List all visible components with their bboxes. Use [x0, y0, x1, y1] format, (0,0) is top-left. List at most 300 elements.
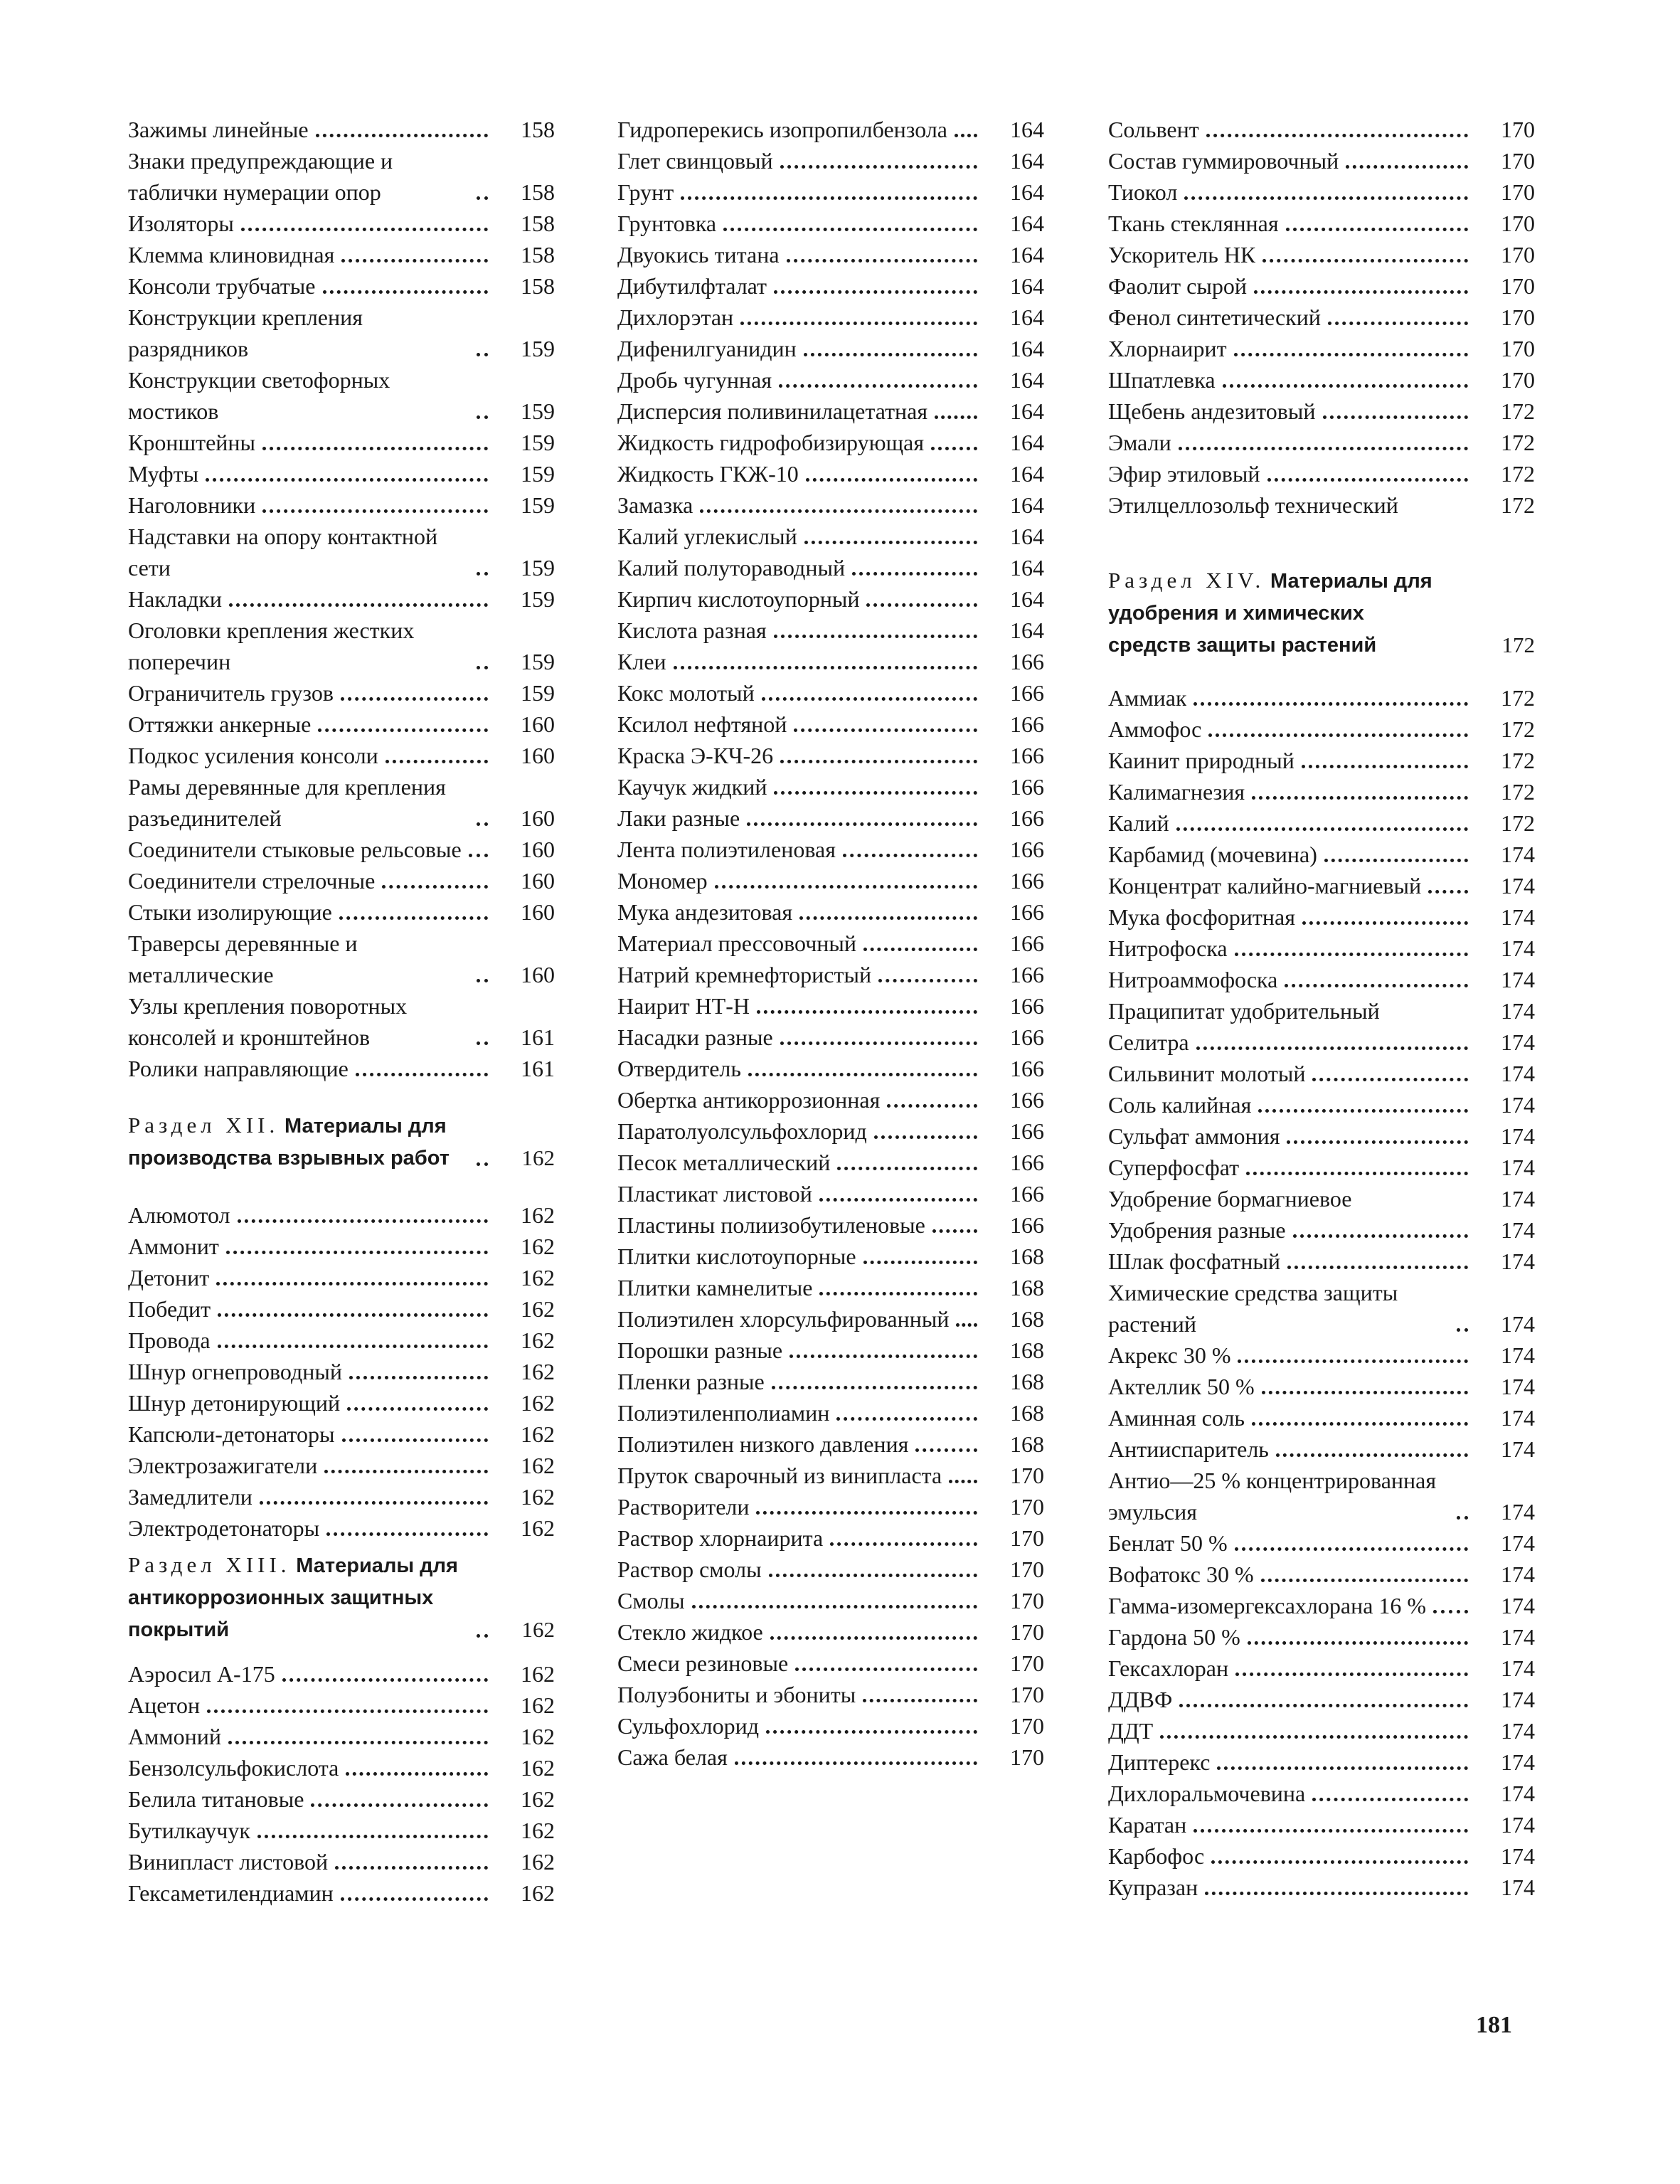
dot-leader [774, 290, 977, 294]
entry-label: Полиэтилен низкого давления [617, 1431, 909, 1457]
dot-leader [1457, 650, 1468, 653]
index-entry [1108, 1027, 1535, 1058]
index-entry [617, 1272, 1044, 1303]
entry-label: Наголовники [128, 492, 256, 518]
entry-page-number: 162 [521, 1296, 555, 1322]
entry-page-number: 166 [1010, 680, 1044, 706]
dot-leader [323, 290, 489, 294]
entry-label: Каучук жидкий [617, 774, 767, 800]
dot-leader [1285, 984, 1468, 987]
entry-page-number: 164 [1010, 179, 1044, 205]
index-entry [1108, 1590, 1535, 1621]
entry-label: Глет свинцовый [617, 148, 773, 174]
entry-page-number: 174 [1501, 998, 1535, 1024]
dot-leader [762, 697, 977, 701]
dot-leader [863, 1699, 977, 1702]
entry-page-number: 174 [1501, 1405, 1535, 1431]
entry-label: Аммоний [128, 1724, 221, 1749]
dot-leader [863, 948, 977, 951]
entry-page-number: 174 [1501, 1687, 1535, 1712]
dot-leader [723, 228, 977, 231]
entry-label: Калий [1108, 810, 1169, 836]
index-entry [128, 677, 555, 709]
entry-label: Электродетонаторы [128, 1515, 320, 1541]
index-entry [128, 740, 555, 771]
dot-leader [1287, 1266, 1468, 1269]
entry-page-number: 174 [1501, 1155, 1535, 1180]
dot-leader [692, 1605, 977, 1608]
dot-leader [830, 1542, 977, 1546]
entry-label: Купразан [1108, 1875, 1198, 1900]
entry-page-number: 168 [1010, 1306, 1044, 1332]
index-entry [1108, 933, 1535, 964]
index-entry [1108, 1183, 1535, 1214]
index-entry [617, 427, 1044, 458]
dot-leader [794, 728, 977, 732]
dot-leader [241, 228, 488, 231]
index-entry [128, 1199, 555, 1231]
index-entry [1108, 1089, 1535, 1120]
dot-leader [1179, 1704, 1468, 1707]
entry-label: Вофатокс 30 % [1108, 1562, 1254, 1587]
entry-label: Нитрофоска [1108, 935, 1228, 961]
entry-label: Краска Э-КЧ-26 [617, 743, 774, 768]
index-entry [617, 1241, 1044, 1272]
index-entry [1108, 1684, 1535, 1715]
entry-label: Растворители [617, 1494, 750, 1520]
dot-leader [477, 196, 488, 200]
index-entry [1108, 1715, 1535, 1746]
entry-label: Надставки на опору контактной сети [128, 524, 438, 581]
entry-label: Калимагнезия [1108, 779, 1245, 805]
entry-page-number: 174 [1501, 1123, 1535, 1149]
entry-label: ДДВФ [1108, 1687, 1173, 1712]
entry-label: Полиэтиленполиамин [617, 1400, 830, 1426]
entry-page-number: 159 [521, 398, 555, 424]
section-page-number: 162 [521, 1617, 555, 1642]
index-entry [617, 1397, 1044, 1428]
entry-page-number: 166 [1010, 711, 1044, 737]
entry-label: Праципитат удобрительный [1108, 998, 1380, 1024]
entry-page-number: 162 [521, 1786, 555, 1812]
entry-page-number: 158 [521, 242, 555, 267]
entry-page-number: 164 [1010, 148, 1044, 174]
entry-label: Антио—25 % концентрированная эмульсия [1108, 1468, 1437, 1525]
index-entry [1108, 364, 1535, 396]
index-entry [128, 896, 555, 928]
index-entry [1108, 901, 1535, 933]
entry-label: Материал прессовочный [617, 931, 857, 956]
dot-leader [1246, 1172, 1468, 1175]
index-entry [617, 709, 1044, 740]
index-entry [128, 1053, 555, 1084]
dot-leader [386, 760, 488, 763]
entry-page-number: 170 [1501, 117, 1535, 142]
index-entry [1108, 964, 1535, 995]
entry-page-number: 162 [521, 1265, 555, 1290]
dot-leader [769, 1574, 977, 1577]
dot-leader [1302, 921, 1468, 925]
entry-page-number: 174 [1501, 1186, 1535, 1212]
dot-leader [1211, 1860, 1468, 1864]
index-entry [128, 1877, 555, 1909]
entry-page-number: 174 [1501, 1311, 1535, 1337]
index-entry [617, 1115, 1044, 1147]
entry-label: Нитроаммофоска [1108, 967, 1278, 992]
entry-label: Замазка [617, 492, 693, 518]
index-entry [1108, 458, 1535, 489]
index-entry [1108, 807, 1535, 839]
entry-page-number: 164 [1010, 617, 1044, 643]
entry-page-number: 159 [521, 492, 555, 518]
entry-page-number: 172 [1501, 748, 1535, 773]
section-heading [128, 1549, 555, 1645]
entry-label: Актеллик 50 % [1108, 1374, 1255, 1399]
index-entry [1108, 1527, 1535, 1559]
entry-label: Узлы крепления поворотных консолей и кронштейнов [128, 993, 408, 1050]
entry-page-number: 168 [1010, 1400, 1044, 1426]
section-heading-text [128, 1549, 469, 1645]
section-page-number: 172 [1501, 632, 1535, 657]
entry-page-number: 159 [521, 555, 555, 581]
index-entry [617, 1679, 1044, 1710]
dot-leader [1286, 228, 1468, 231]
entry-label: Кирпич кислотоупорный [617, 586, 860, 612]
index-entry [1108, 396, 1535, 427]
entry-page-number: 164 [1010, 273, 1044, 299]
entry-page-number: 162 [521, 1661, 555, 1687]
dot-leader [1254, 290, 1468, 294]
index-entry [128, 709, 555, 740]
entry-label: Калий полутораводный [617, 555, 846, 581]
dot-leader [878, 979, 977, 982]
entry-page-number: 174 [1501, 1624, 1535, 1650]
entry-label: Полиэтилен хлорсульфированный [617, 1306, 950, 1332]
entry-page-number: 164 [1010, 117, 1044, 142]
entry-label: Хлорнаирит [1108, 336, 1227, 361]
index-entry [128, 583, 555, 615]
entry-page-number: 162 [521, 1359, 555, 1384]
index-entry [1108, 682, 1535, 714]
section-title: Материалы для производства взрывных работ [128, 1115, 450, 1170]
entry-page-number: 160 [521, 743, 555, 768]
index-entry [617, 646, 1044, 677]
dot-leader [346, 1772, 488, 1776]
entry-label: Дибутилфталат [617, 273, 767, 299]
dot-leader [747, 822, 977, 826]
index-entry [1108, 1872, 1535, 1903]
index-entry [1108, 1371, 1535, 1402]
index-entry [617, 239, 1044, 270]
dot-leader [282, 1678, 488, 1682]
entry-label: Муфты [128, 461, 199, 487]
entry-label: Удобрение бормагниевое [1108, 1186, 1352, 1212]
entry-label: Пластины полиизобутиленовые [617, 1212, 925, 1238]
dot-leader [1324, 859, 1468, 862]
index-entry [617, 615, 1044, 646]
dot-leader [756, 1511, 977, 1515]
entry-label: Кислота разная [617, 617, 767, 643]
dot-leader [787, 259, 977, 263]
entry-page-number: 170 [1010, 1682, 1044, 1707]
entry-label: Сульфат аммония [1108, 1123, 1280, 1149]
index-entry [617, 1366, 1044, 1397]
index-entry [128, 1293, 555, 1325]
section-label: Раздел XII. [128, 1113, 280, 1138]
dot-leader [477, 666, 488, 669]
index-entry [1108, 1402, 1535, 1433]
dot-leader [935, 415, 977, 419]
section-heading-text [1108, 565, 1450, 661]
entry-label: Детонит [128, 1265, 210, 1290]
entry-page-number: 174 [1501, 1249, 1535, 1274]
entry-page-number: 166 [1010, 805, 1044, 831]
entry-label: Фенол синтетический [1108, 304, 1321, 330]
dot-leader [915, 1448, 977, 1452]
entry-label: Акрекс 30 % [1108, 1342, 1231, 1368]
entry-page-number: 166 [1010, 743, 1044, 768]
entry-label: Паратолуолсульфохлорид [617, 1118, 867, 1144]
index-entry [617, 583, 1044, 615]
dot-leader [1193, 1829, 1468, 1833]
entry-label: Шпатлевка [1108, 367, 1216, 393]
entry-label: Полуэбониты и эбониты [617, 1682, 856, 1707]
dot-leader [1217, 1766, 1468, 1770]
entry-label: Аммофос [1108, 716, 1202, 742]
dot-leader [1176, 827, 1468, 831]
entry-label: Ацетон [128, 1692, 201, 1718]
index-entry [617, 865, 1044, 896]
dot-leader [1205, 1892, 1468, 1895]
index-entry [128, 302, 555, 364]
section-title: Материалы для удобрения и химических средств защиты растений [1108, 570, 1432, 657]
dot-leader [477, 415, 488, 419]
index-entry [1108, 1746, 1535, 1778]
entry-label: Мука фосфоритная [1108, 904, 1295, 930]
dot-leader [341, 697, 488, 701]
dot-leader [1252, 796, 1468, 800]
entry-label: Электрозажигатели [128, 1453, 318, 1478]
entry-label: Шнур огнепроводный [128, 1359, 342, 1384]
entry-label: Плитки кислотоупорные [617, 1244, 856, 1269]
dot-leader [477, 822, 488, 826]
dot-leader [1293, 1234, 1468, 1238]
entry-label: Соль калийная [1108, 1092, 1252, 1118]
dot-leader [1208, 733, 1468, 737]
entry-label: Замедлители [128, 1484, 252, 1510]
dot-leader [748, 1073, 977, 1076]
entry-page-number: 174 [1501, 1875, 1535, 1900]
dot-leader [843, 854, 977, 857]
index-entry [128, 1450, 555, 1481]
entry-label: Аэросил А-175 [128, 1661, 275, 1687]
dot-leader [1428, 890, 1468, 894]
entry-label: Суперфосфат [1108, 1155, 1240, 1180]
entry-page-number: 164 [1010, 242, 1044, 267]
entry-label: Провода [128, 1327, 211, 1353]
index-entry [617, 1022, 1044, 1053]
entry-label: Ткань стеклянная [1108, 211, 1279, 236]
index-entry [128, 364, 555, 427]
entry-page-number: 170 [1501, 304, 1535, 330]
dot-leader [1179, 447, 1468, 450]
index-entry [617, 834, 1044, 865]
entry-page-number: 162 [521, 1234, 555, 1259]
entry-page-number: 174 [1501, 1562, 1535, 1587]
entry-label: Каратан [1108, 1812, 1187, 1838]
dot-leader [1262, 259, 1468, 263]
index-entry [1108, 995, 1535, 1027]
entry-label: Гардона 50 % [1108, 1624, 1240, 1650]
entry-label: Этилцеллозольф технический [1108, 492, 1398, 518]
entry-page-number: 166 [1010, 868, 1044, 894]
entry-label: Накладки [128, 586, 222, 612]
dot-leader [216, 1282, 488, 1286]
index-entry [617, 1209, 1044, 1241]
entry-label: Рамы деревянные для крепления разъединителей [128, 774, 446, 831]
entry-page-number: 166 [1010, 931, 1044, 956]
dot-leader [238, 1219, 489, 1223]
entry-label: Гексаметилендиамин [128, 1880, 334, 1906]
entry-label: Дробь чугунная [617, 367, 772, 393]
dot-leader [1196, 1046, 1468, 1050]
index-entry [617, 928, 1044, 959]
index-entry [128, 1783, 555, 1815]
dot-leader [772, 1386, 977, 1389]
index-entry [128, 928, 555, 990]
entry-label: Бенлат 50 % [1108, 1530, 1228, 1556]
entry-page-number: 174 [1501, 1749, 1535, 1775]
index-entry [617, 1428, 1044, 1460]
entry-page-number: 159 [521, 461, 555, 487]
entry-page-number: 166 [1010, 1024, 1044, 1050]
dot-leader [228, 1741, 488, 1744]
entry-label: Антииспаритель [1108, 1436, 1269, 1462]
index-entry [1108, 208, 1535, 239]
dot-leader [1238, 1359, 1468, 1363]
dot-leader [866, 603, 977, 607]
entry-page-number: 162 [521, 1202, 555, 1228]
index-entry [128, 834, 555, 865]
index-entry [617, 176, 1044, 208]
entry-label: Плитки камнелитые [617, 1275, 813, 1300]
entry-label: Мономер [617, 868, 708, 894]
dot-leader [311, 1803, 488, 1807]
entry-page-number: 170 [1501, 273, 1535, 299]
dot-leader [795, 1668, 977, 1671]
index-entry [128, 114, 555, 145]
dot-leader [477, 1041, 488, 1045]
index-entry [1108, 1559, 1535, 1590]
dot-leader [740, 322, 977, 325]
entry-page-number: 172 [1501, 461, 1535, 487]
entry-label: Гидроперекись изопропилбензола [617, 117, 947, 142]
dot-leader [226, 1251, 488, 1254]
entry-label: Калий углекислый [617, 524, 797, 549]
dot-leader [932, 1229, 977, 1233]
dot-leader [347, 1407, 488, 1411]
entry-page-number: 164 [1010, 586, 1044, 612]
entry-page-number: 162 [521, 1880, 555, 1906]
entry-page-number: 174 [1501, 1718, 1535, 1744]
index-entry [617, 364, 1044, 396]
index-entry [128, 145, 555, 208]
entry-label: Смолы [617, 1588, 685, 1613]
index-entry [617, 1616, 1044, 1648]
entry-label: Зажимы линейные [128, 117, 309, 142]
dot-leader [779, 384, 977, 388]
dot-leader [262, 447, 488, 450]
entry-page-number: 174 [1501, 1530, 1535, 1556]
index-entry [617, 270, 1044, 302]
dot-leader [1328, 322, 1468, 325]
dot-leader [1302, 765, 1468, 768]
index-entry [1108, 1277, 1535, 1340]
dot-leader [477, 1634, 488, 1638]
index-entry [128, 270, 555, 302]
index-entry [1108, 302, 1535, 333]
entry-page-number: 168 [1010, 1337, 1044, 1363]
dot-leader [1359, 1203, 1468, 1207]
entry-page-number: 174 [1501, 1812, 1535, 1838]
dot-leader [1346, 165, 1468, 169]
entry-page-number: 170 [1010, 1494, 1044, 1520]
index-entry [128, 771, 555, 834]
entry-page-number: 172 [1501, 430, 1535, 455]
index-entry [1108, 239, 1535, 270]
entry-label: Порошки разные [617, 1337, 783, 1363]
index-entry [1108, 114, 1535, 145]
dot-leader [790, 1355, 977, 1358]
dot-leader [316, 134, 488, 137]
entry-page-number: 164 [1010, 211, 1044, 236]
dot-leader [341, 259, 488, 263]
entry-page-number: 166 [1010, 1056, 1044, 1081]
index-entry [617, 1460, 1044, 1491]
entry-page-number: 170 [1010, 1588, 1044, 1613]
index-entry [1108, 145, 1535, 176]
entry-page-number: 166 [1010, 837, 1044, 862]
index-entry [128, 1325, 555, 1356]
index-entry [617, 1554, 1044, 1585]
entry-page-number: 166 [1010, 1087, 1044, 1113]
dot-leader [774, 635, 977, 638]
entry-page-number: 174 [1501, 1593, 1535, 1618]
dot-leader [356, 1073, 488, 1076]
dot-leader [836, 1417, 977, 1421]
entry-page-number: 160 [521, 805, 555, 831]
index-entry [1108, 1840, 1535, 1872]
entry-label: Капсюли-детонаторы [128, 1421, 335, 1447]
dot-leader [780, 1041, 977, 1045]
index-entry [1108, 870, 1535, 901]
index-entry [617, 1053, 1044, 1084]
entry-label: Смеси резиновые [617, 1650, 789, 1676]
entry-page-number: 170 [1501, 211, 1535, 236]
entry-label: Шнур детонирующий [128, 1390, 341, 1416]
index-entry [1108, 1621, 1535, 1653]
index-entry [128, 1419, 555, 1450]
entry-label: ДДТ [1108, 1718, 1154, 1744]
index-entry [128, 1231, 555, 1262]
dot-leader [229, 603, 488, 607]
entry-label: Аминная соль [1108, 1405, 1245, 1431]
index-entry [128, 1846, 555, 1877]
index-entry [128, 1721, 555, 1752]
index-entry [617, 896, 1044, 928]
entry-label: Натрий кремнефтористый [617, 962, 872, 987]
index-entry [617, 1491, 1044, 1522]
